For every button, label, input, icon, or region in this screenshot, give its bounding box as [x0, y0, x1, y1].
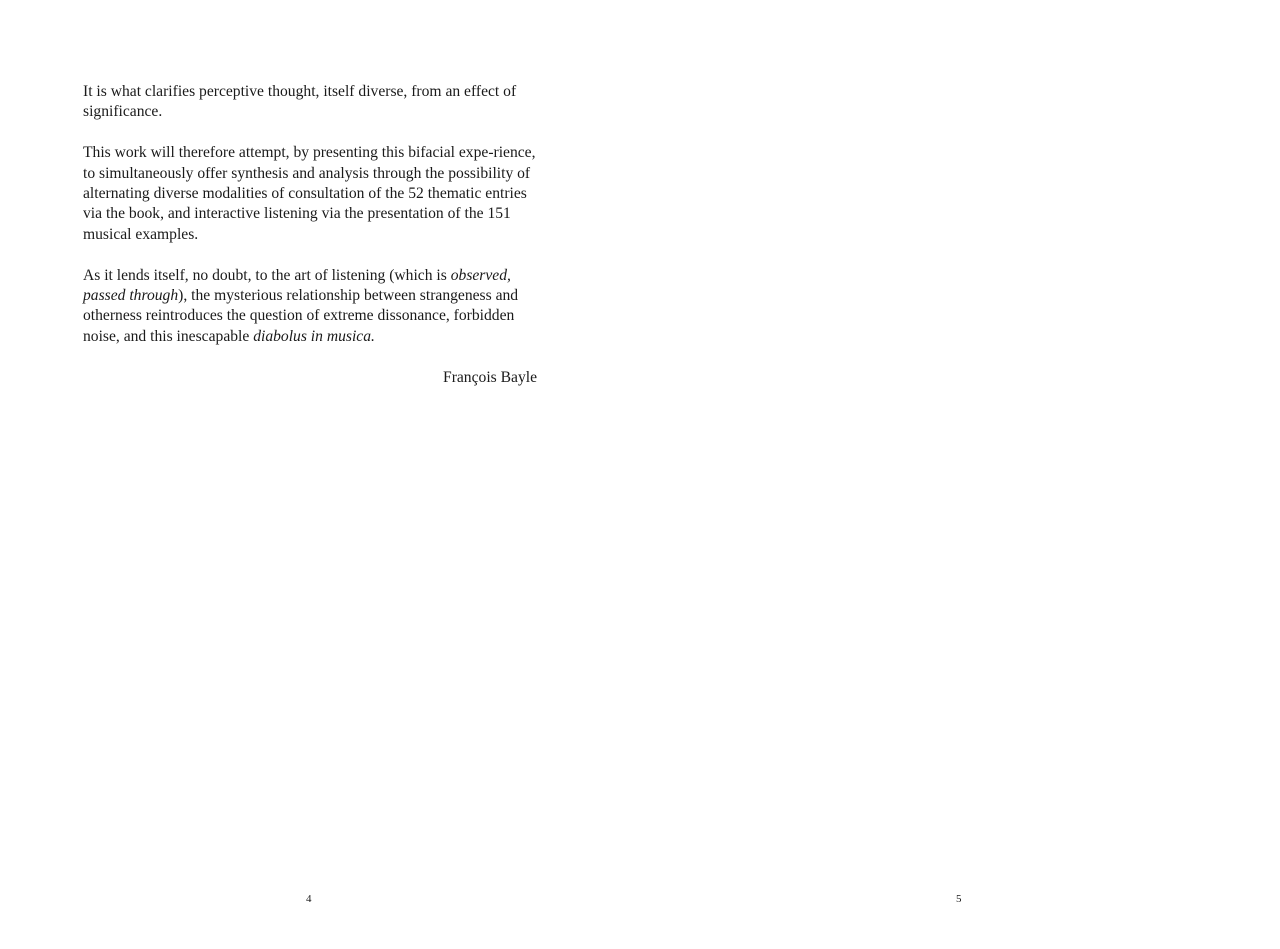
paragraph-3-text-a: As it lends itself, no doubt, to the art of listening (which is	[83, 266, 451, 284]
author-signature: François Bayle	[443, 368, 537, 386]
page-number-right: 5	[956, 893, 962, 905]
paragraph-2: This work will therefore attempt, by presenting this bifacial expe-rience, to simultaneously offer synthesis and analysis through the possibility of alternating diverse modalities of consultation of the 52 thematic entries via the book, and interactive listening via the presentation of the 151 musical examples.	[83, 144, 536, 243]
page-number-left: 4	[306, 893, 312, 905]
paragraph-3	[83, 266, 537, 348]
body-text	[83, 82, 537, 388]
paragraph-3-text-b: ), the mysterious relationship between strangeness and otherness reintroduces the question of extreme dissonance, forbidden noise, and this inescapable	[83, 287, 519, 345]
paragraph-1: It is what clarifies perceptive thought, itself diverse, from an effect of significance.	[83, 83, 517, 121]
paragraph-3-italic-a: observed, passed through	[83, 266, 511, 305]
paragraph-3-italic-b: diabolus in musica.	[253, 327, 375, 345]
right-page	[640, 0, 1280, 949]
